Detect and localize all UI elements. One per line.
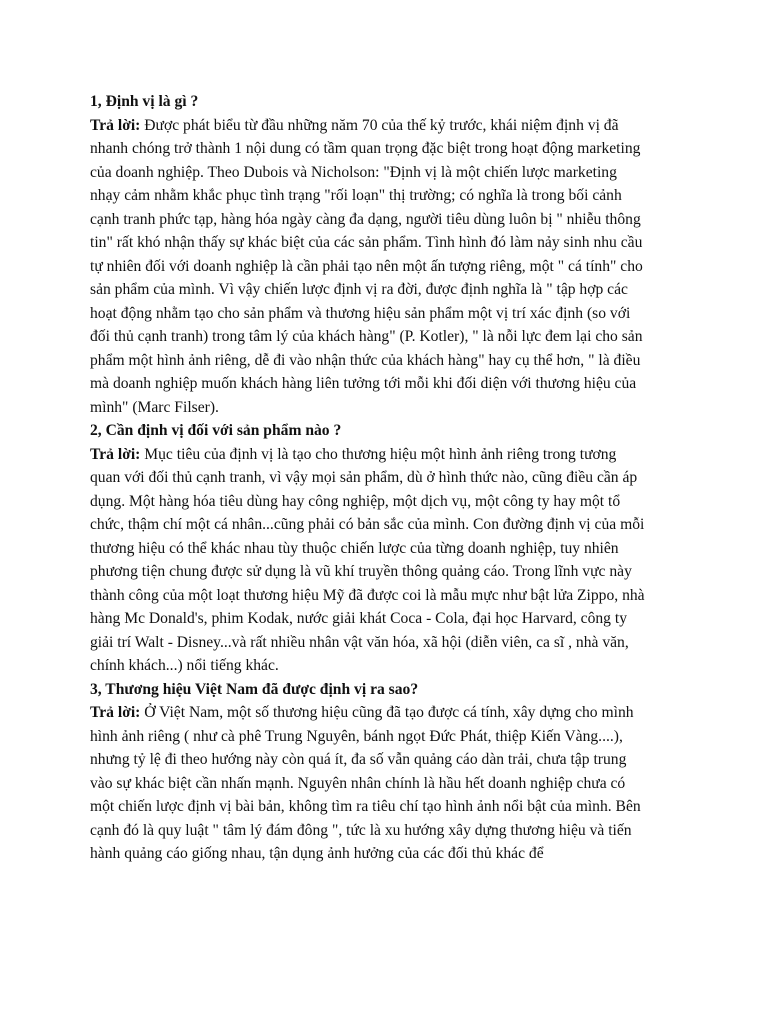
section-heading: 2, Cần định vị đối với sản phẩm nào ? [90, 422, 342, 439]
answer-text: Được phát biểu từ đầu những năm 70 của thế kỷ trước, khái niệm định vị đã nhanh chóng trở thành 1 nội dung có tầm quan trọng đặc biệt trong hoạt động marketing của doanh nghiệp. Theo Dubois và Nicholson: "Định vị là một chiến lược marketing nhạy cảm nhằm khắc phục tình trạng "rối loạn" thị trường; có nghĩa là trong bối cảnh cạnh tranh phức tạp, hàng hóa ngày càng đa dạng, người tiêu dùng luôn bị " nhiễu thông tin" rất khó nhận thấy sự khác biệt của các sản phẩm. Tình hình đó làm nảy sinh nhu cầu tự nhiên đối với doanh nghiệp là cần phải tạo nên một ấn tượng riêng, một " cá tính" cho sản phẩm của mình. Vì vậy chiến lược định vị ra đời, được định nghĩa là " tập hợp các hoạt động nhằm tạo cho sản phẩm và thương hiệu sản phẩm một vị trí xác định (so với đối thủ cạnh tranh) trong tâm lý của khách hàng" (P. Kotler), " là nỗi lực đem lại cho sản phẩm một hình ảnh riêng, dễ đi vào nhận thức của khách hàng" hay cụ thể hơn, " là điều mà doanh nghiệp muốn khách hàng liên tưởng tới mỗi khi đối diện với thương hiệu của mình" (Marc Filser). [90, 116, 643, 416]
section-1 [90, 90, 650, 419]
document-body [90, 90, 650, 866]
answer-label: Trả lời: [90, 445, 141, 463]
section-3 [90, 678, 650, 866]
answer-label: Trả lời: [90, 704, 141, 721]
answer-text: Mục tiêu của định vị là tạo cho thương hiệu một hình ảnh riêng trong tương quan với đối thủ cạnh tranh, vì vậy mọi sản phẩm, dù ở hình thức nào, cũng điều cần áp dụng. Một hàng hóa tiêu dùng hay công nghiệp, một dịch vụ, một công ty hay một tổ chức, thậm chí một cá nhân...cũng phải có bản sắc của mình. Con đường định vị của mỗi thương hiệu có thể khác nhau tùy thuộc chiến lược của từng doanh nghiệp, tuy nhiên phương tiện chung được sử dụng là vũ khí truyền thông quảng cáo. Trong lĩnh vực này thành công của một loạt thương hiệu Mỹ đã được coi là mẫu mực như bật lửa Zippo, nhà hàng Mc Donald's, phim Kodak, nước giải khát Coca - Cola, đại học Harvard, công ty giải trí Walt - Disney...và rất nhiều nhân vật văn hóa, xã hội (diễn viên, ca sĩ , nhà văn, chính khách...) nổi tiếng khác. [90, 445, 645, 674]
answer-label: Trả lời: [90, 116, 141, 134]
section-answer [90, 114, 650, 420]
section-answer [90, 701, 650, 866]
section-heading: 3, Thương hiệu Việt Nam đã được định vị ra sao? [90, 680, 419, 698]
section-answer [90, 443, 650, 678]
answer-text: Ở Việt Nam, một số thương hiệu cũng đã tạo được cá tính, xây dựng cho mình hình ảnh riêng ( như cà phê Trung Nguyên, bánh ngọt Đức Phát, thiệp Kiến Vàng....), nhưng tỷ lệ đi theo hướng này còn quá ít, đa số vẫn quảng cáo dàn trải, chưa tập trung vào sự khác biệt cần nhấn mạnh. Nguyên nhân chính là hầu hết doanh nghiệp chưa có một chiến lược định vị bài bản, không tìm ra tiêu chí tạo hình ảnh nổi bật của mình. Bên cạnh đó là quy luật " tâm lý đám đông ", tức là xu hướng xây dựng thương hiệu và tiến hành quảng cáo giống nhau, tận dụng ảnh hưởng của các đối thủ khác để [90, 704, 641, 862]
section-heading: 1, Định vị là gì ? [90, 93, 199, 110]
section-2 [90, 419, 650, 678]
